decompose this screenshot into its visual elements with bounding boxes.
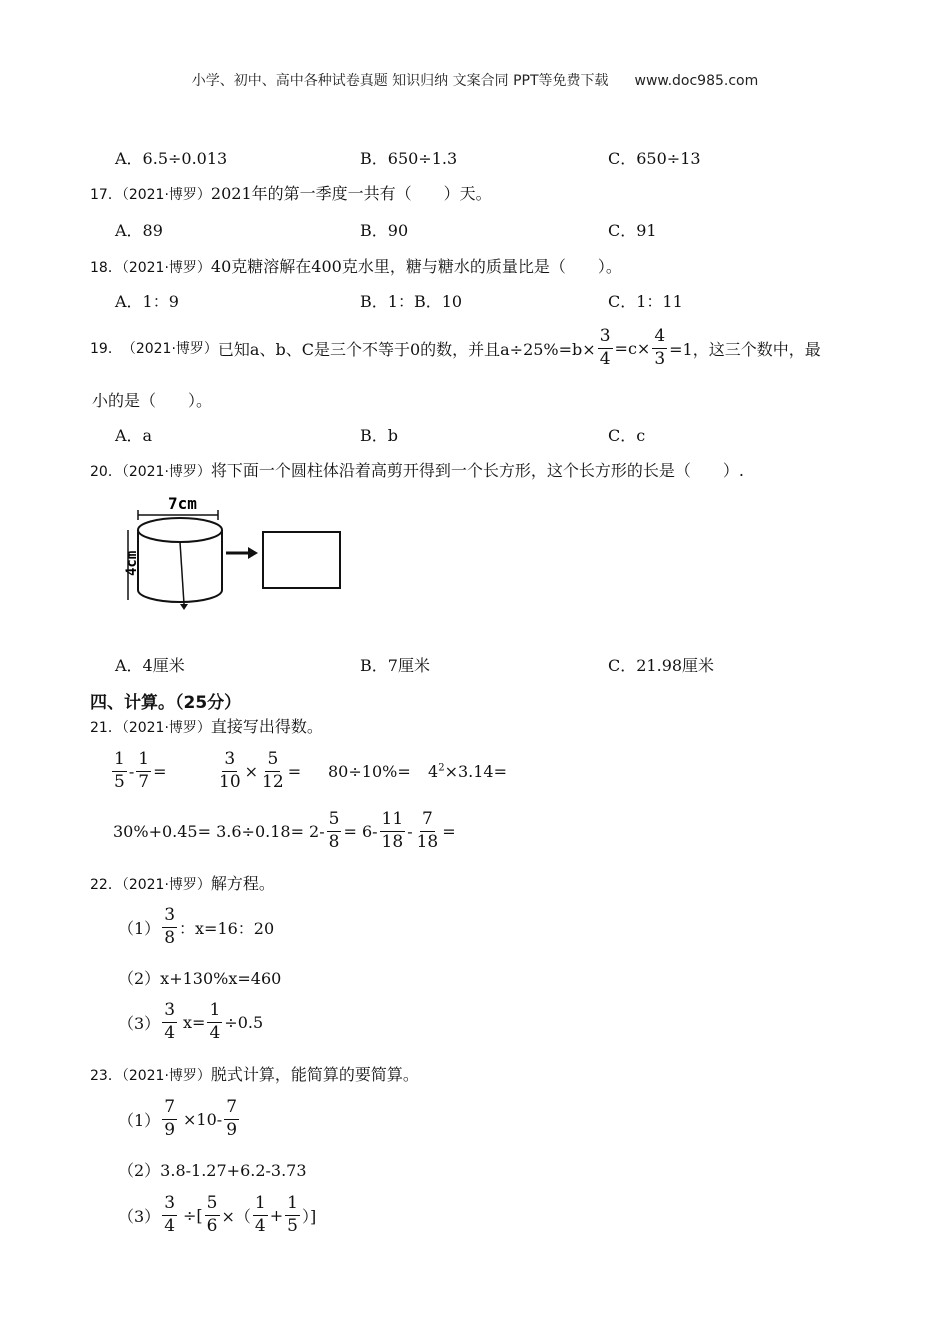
- q23-source: （2021·博罗）: [121, 1068, 211, 1084]
- arrow-right-icon: [248, 547, 258, 559]
- numerator: 5: [327, 811, 342, 832]
- q21-expr-4: [428, 762, 507, 781]
- cut-line: [180, 542, 184, 604]
- denominator: 18: [381, 831, 404, 852]
- q17-option-c: C．91: [608, 221, 657, 240]
- denominator: 4: [254, 1215, 266, 1236]
- q19-text-mid: =c×: [614, 338, 651, 358]
- q20-text: 将下面一个圆柱体沿着高剪开得到一个长方形，这个长方形的长是（ ）.: [210, 461, 745, 480]
- numerator: 3: [162, 1002, 177, 1023]
- denominator: 5: [114, 771, 125, 792]
- equals: =: [287, 761, 302, 781]
- q22-source: （2021·博罗）: [121, 877, 211, 893]
- q21-row-2: [113, 808, 456, 854]
- numerator: 7: [420, 811, 435, 832]
- q21-r2-f2: [380, 808, 406, 852]
- q19-source: （2021·博罗）: [121, 341, 218, 357]
- paren-open: ×（: [221, 1206, 251, 1226]
- equals: =: [153, 761, 167, 781]
- q21-source: （2021·博罗）: [121, 720, 211, 736]
- header-text: 小学、初中、高中各种试卷真题 知识归纳 文案合同 PPT等免费下载: [191, 73, 609, 89]
- q16-option-c: C．650÷13: [608, 149, 701, 168]
- denominator: 6: [206, 1215, 218, 1236]
- q19-f2-numerator: 4: [652, 328, 667, 349]
- q22-stem: [90, 871, 275, 894]
- numerator: 5: [265, 751, 280, 772]
- q19-text-pre: 已知a、b、C是三个不等于0的数，并且a÷25%=b×: [217, 339, 596, 359]
- q22-p3-frac-1: [162, 999, 177, 1043]
- numerator: 1: [207, 1002, 222, 1023]
- q19-option-a: A．a: [115, 426, 153, 445]
- q22-text: 解方程。: [210, 874, 275, 893]
- figure-side-label: 4cm: [124, 550, 140, 576]
- numerator: 3: [162, 907, 177, 928]
- q19-fraction-2: [652, 325, 667, 369]
- part-rest: ：x=16：20: [179, 918, 275, 938]
- q18-option-c: C．1：11: [608, 292, 683, 311]
- denominator: 12: [262, 771, 284, 792]
- q19-f2-denominator: 3: [654, 348, 666, 369]
- part-mid: ×10-: [183, 1109, 223, 1129]
- numerator: 1: [253, 1195, 268, 1216]
- q18-option-b-prefix: B．1：: [360, 292, 414, 311]
- q23-p3-frac-1: [162, 1192, 177, 1236]
- denominator: 4: [164, 1022, 176, 1043]
- q19-f1-numerator: 3: [598, 328, 613, 349]
- numerator: 7: [224, 1099, 239, 1120]
- cylinder-top: [138, 518, 222, 542]
- numerator: 1: [285, 1195, 300, 1216]
- q21-e2-f1: [217, 748, 243, 792]
- part-mid: x=: [183, 1012, 206, 1032]
- q21-text: 直接写出得数。: [210, 717, 323, 736]
- q23-part-1: [118, 1096, 241, 1142]
- row2-part-c: -: [407, 821, 413, 841]
- q19-f1-denominator: 4: [599, 348, 611, 369]
- q21-expr-1: [110, 748, 166, 794]
- denominator: 5: [287, 1215, 298, 1236]
- q21-e1-f2: [136, 748, 151, 792]
- plus: +: [269, 1205, 284, 1225]
- q16-option-a: A．6.5÷0.013: [115, 149, 228, 168]
- numerator: 1: [112, 751, 127, 772]
- q20-number: 20．: [90, 464, 122, 480]
- section-title: 四、计算。（25分）: [90, 693, 242, 713]
- header-site: www.doc985.com: [634, 73, 759, 89]
- q18-option-b: [360, 289, 462, 312]
- numerator: 3: [162, 1195, 177, 1216]
- q19-line2: 小的是（ ）。: [92, 391, 213, 410]
- cut-arrow-icon: [180, 604, 188, 610]
- q18-stem: [90, 254, 622, 277]
- q22-p1-frac: [162, 904, 177, 948]
- q23-text: 脱式计算，能简算的要简算。: [210, 1065, 419, 1084]
- cylinder-bottom: [138, 590, 222, 602]
- part-label: （1）: [118, 918, 161, 938]
- q20-stem: [90, 458, 744, 481]
- q16-option-b: B．650÷1.3: [360, 149, 458, 168]
- q19-option-c: C．c: [608, 426, 646, 445]
- denominator: 10: [219, 771, 241, 792]
- part-label: （3）: [118, 1013, 161, 1033]
- q21-r2-f1: [327, 808, 342, 852]
- q21-number: 21．: [90, 720, 122, 736]
- q23-part-2: （2）3.8-1.27+6.2-3.73: [118, 1161, 307, 1180]
- row2-part-d: =: [442, 821, 456, 841]
- denominator: 18: [416, 831, 439, 852]
- q23-p1-frac-1: [162, 1096, 177, 1140]
- denominator: 7: [138, 771, 150, 792]
- q23-p3-frac-3: [253, 1192, 268, 1236]
- q20-option-b: B．7厘米: [360, 656, 430, 675]
- q17-source: （2021·博罗）: [121, 187, 211, 203]
- q18-number: 18．: [90, 260, 122, 276]
- q17-stem: [90, 181, 492, 204]
- numerator: 3: [222, 751, 237, 772]
- row2-part-a: 30%+0.45= 3.6÷0.18= 2-: [113, 821, 325, 841]
- q19-option-b: B．b: [360, 426, 399, 445]
- q17-option-b: B．90: [360, 221, 409, 240]
- base: 4: [428, 762, 439, 781]
- part-label: （3）: [118, 1206, 161, 1226]
- q21-e1-f1: [112, 748, 127, 792]
- q22-part-1: [118, 904, 274, 950]
- q23-stem: [90, 1062, 419, 1085]
- q17-text: 2021年的第一季度一共有（ ）天。: [210, 184, 492, 203]
- q21-r2-f3: [415, 808, 441, 852]
- q17-option-a: A．89: [115, 221, 163, 240]
- q22-part-2: （2）x+130%x=460: [118, 969, 282, 988]
- denominator: 9: [164, 1119, 176, 1140]
- numerator: 1: [136, 751, 151, 772]
- part-label: （1）: [118, 1110, 161, 1130]
- exponent: 2: [438, 762, 445, 774]
- q21-expr-2: [215, 748, 301, 794]
- denominator: 8: [164, 927, 176, 948]
- denominator: 8: [328, 831, 340, 852]
- q23-number: 23．: [90, 1068, 122, 1084]
- q21-expr-3: 80÷10%=: [328, 762, 411, 781]
- q22-part-3: [118, 999, 263, 1045]
- rest: ×3.14=: [444, 762, 507, 781]
- bracket-close: ）]: [301, 1206, 317, 1226]
- numerator: 5: [205, 1195, 220, 1216]
- q23-p3-frac-4: [285, 1192, 300, 1236]
- numerator: 11: [380, 811, 406, 832]
- q17-number: 17．: [90, 187, 122, 203]
- q19-stem: [90, 324, 821, 372]
- q20-option-a: A．4厘米: [115, 656, 185, 675]
- q23-p1-frac-2: [224, 1096, 239, 1140]
- q23-p3-frac-2: [205, 1192, 220, 1236]
- q23-part-3: [118, 1192, 316, 1238]
- q21-e2-f2: [260, 748, 286, 792]
- q19-fraction-1: [598, 325, 613, 369]
- q22-number: 22．: [90, 877, 122, 893]
- bracket-open: ÷[: [183, 1205, 203, 1225]
- numerator: 7: [162, 1099, 177, 1120]
- row2-part-b: = 6-: [343, 821, 378, 841]
- q18-option-a: A．1：9: [115, 292, 179, 311]
- q20-option-c: C．21.98厘米: [608, 656, 715, 675]
- q18-text: 40克糖溶解在400克水里，糖与糖水的质量比是（ ）。: [210, 257, 622, 276]
- rectangle-result: [263, 532, 340, 588]
- q19-text-post: =1，这三个数中，最: [669, 339, 821, 359]
- part-rest: ÷0.5: [224, 1012, 264, 1032]
- page-header: [0, 70, 950, 90]
- q20-source: （2021·博罗）: [121, 464, 211, 480]
- q18-option-b-value: B．10: [413, 292, 463, 311]
- q19-number: 19．: [90, 341, 122, 357]
- figure-top-label: 7cm: [168, 494, 197, 513]
- q21-stem: [90, 714, 323, 737]
- operator: -: [128, 761, 135, 781]
- denominator: 4: [209, 1022, 221, 1043]
- q22-p3-frac-2: [207, 999, 222, 1043]
- operator: ×: [244, 761, 259, 781]
- q18-source: （2021·博罗）: [121, 260, 211, 276]
- cylinder-figure: [118, 488, 358, 610]
- denominator: 4: [164, 1215, 176, 1236]
- denominator: 9: [226, 1119, 238, 1140]
